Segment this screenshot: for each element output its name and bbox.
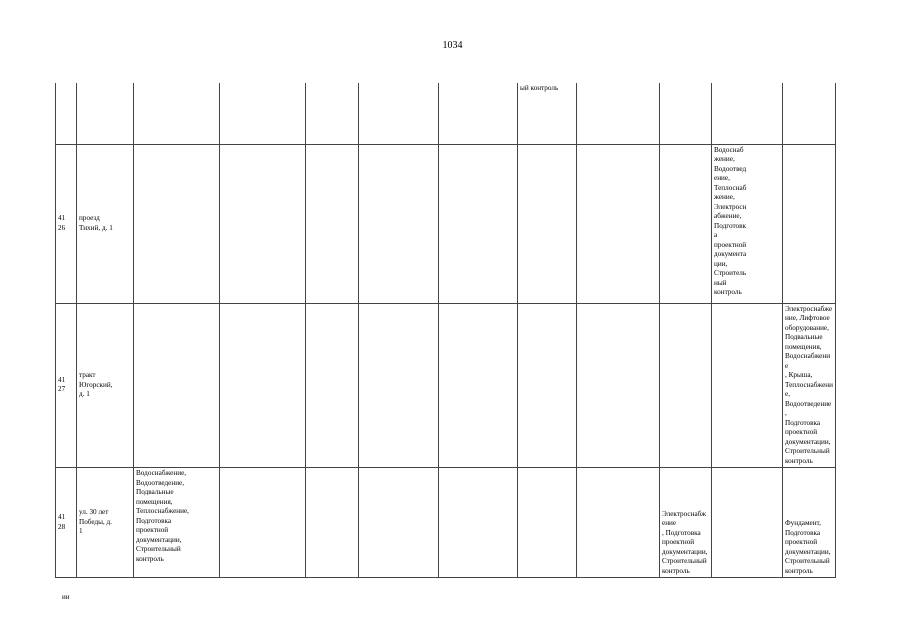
- table-cell: [220, 468, 306, 578]
- cell-text: Электроснабже ние, Лифтовое оборудование, Подвальные помещения, Водоснабжение , Крыша, Теплоснабжени е, Водоотведение, Подготовка проектной документации, Строительный контроль: [785, 304, 833, 465]
- table-cell: [660, 303, 712, 468]
- table-row: [56, 303, 836, 468]
- repair-schedule-table: [55, 83, 836, 578]
- table-cell: [220, 83, 306, 144]
- table-cell: [660, 468, 712, 578]
- cell-text: Водоснабжение, Водоотведение, Подвальные помещения, Теплоснабжение, Подготовка проектной документации, Строительный контроль: [136, 469, 189, 563]
- table-row: [56, 144, 836, 303]
- address-text: тракт Югорский, д. 1: [79, 371, 113, 398]
- cell-text: Электроснабжение , Подготовка проектной документации, Строительный контроль: [662, 509, 708, 575]
- table-cell: [518, 468, 577, 578]
- row-number: 41 27: [58, 375, 66, 394]
- table-cell: [306, 144, 359, 303]
- address-cell: [77, 303, 134, 468]
- table-cell: [306, 303, 359, 468]
- table-cell: [577, 83, 660, 144]
- table-cell: [518, 303, 577, 468]
- table-cell: [712, 83, 783, 144]
- cell-text: ый контроль: [520, 84, 559, 92]
- footer-mark: ии: [62, 593, 70, 601]
- table-cell: [783, 303, 836, 468]
- table-cell: [134, 83, 220, 144]
- table-cell: [712, 468, 783, 578]
- table-cell: [359, 83, 439, 144]
- row-number-cell: [56, 144, 77, 303]
- table-row: [56, 468, 836, 578]
- table-cell: [518, 144, 577, 303]
- table-cell: [359, 144, 439, 303]
- table-cell: [306, 468, 359, 578]
- table-cell: [220, 144, 306, 303]
- page-number: 1034: [442, 40, 463, 51]
- table-cell: [518, 83, 577, 144]
- table-cell: [660, 144, 712, 303]
- address-text: ул. 30 лет Победы, д. 1: [79, 508, 112, 536]
- table-row-continued: [56, 83, 836, 144]
- table-cell: [439, 144, 518, 303]
- table-cell: [783, 83, 836, 144]
- row-number-cell: [56, 468, 77, 578]
- row-number: 41 26: [58, 214, 66, 232]
- table-cell: [56, 83, 77, 144]
- table-cell: [577, 468, 660, 578]
- table-cell: [783, 144, 836, 303]
- table-cell: [77, 83, 134, 144]
- table-cell: [359, 303, 439, 468]
- table-cell: [783, 468, 836, 578]
- table-cell: [712, 144, 783, 303]
- table-cell: [577, 303, 660, 468]
- row-number-cell: [56, 303, 77, 468]
- address-text: проезд Тихий, д. 1: [79, 214, 113, 232]
- table-cell: [134, 468, 220, 578]
- address-cell: [77, 144, 134, 303]
- table-cell: [134, 144, 220, 303]
- table-cell: [220, 303, 306, 468]
- cell-text: Водоснаб жение, Водоотвед ение, Теплоснаб жение, Электросн абжение, Подготовк а проектной документа ции, Строитель ный контроль: [714, 145, 747, 296]
- table-cell: [439, 468, 518, 578]
- table-cell: [439, 83, 518, 144]
- table-cell: [359, 468, 439, 578]
- table-cell: [439, 303, 518, 468]
- table-cell: [660, 83, 712, 144]
- table-cell: [306, 83, 359, 144]
- table-cell: [134, 303, 220, 468]
- address-cell: [77, 468, 134, 578]
- row-number: 41 28: [58, 513, 66, 531]
- cell-text: Фундамент, Подготовка проектной документации, Строительный контроль: [785, 519, 831, 575]
- table-cell: [577, 144, 660, 303]
- table-cell: [712, 303, 783, 468]
